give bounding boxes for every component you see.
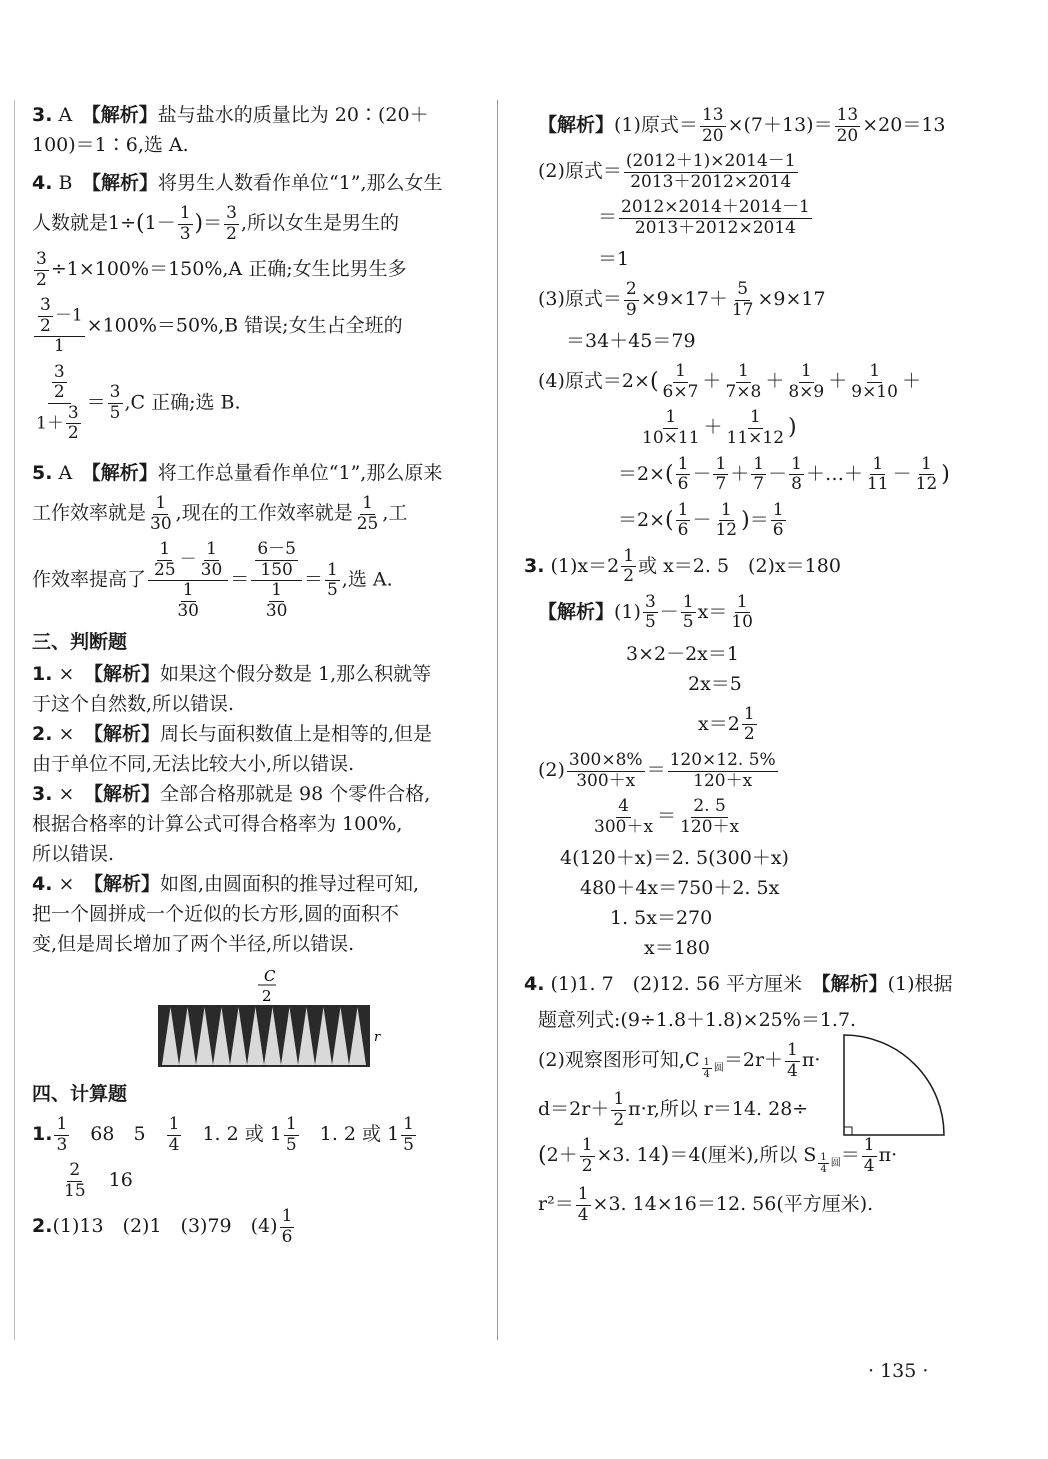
judge-q3: 3. × 【解析】全部合格那就是 98 个零件合格, 根据合格率的计算公式可得合格率为 100%, 所以错误. xyxy=(32,783,431,866)
choice-q3: 3. A 【解析】盐与盐水的质量比为 20∶(20＋ 100)＝1∶6,选 A. xyxy=(32,104,429,156)
calc-q3: 3. (1)x＝2 $\frac{1}{2}$ 或 x＝2. 5 (2)x＝180 xyxy=(524,545,841,587)
fraction: $\frac{1}{25}$ － $\frac{1}{30}$ 1 30 xyxy=(148,540,228,621)
fraction: $\frac{3}{2}$ －1 1 xyxy=(34,296,85,357)
quarter-circle-figure xyxy=(842,1033,952,1137)
calc-q2: 2.(1)13 (2)1 (3)79 (4) $\frac{1}{6}$ xyxy=(32,1206,293,1248)
choice-q4: 4. B 【解析】将男生人数看作单位“1”,那么女生 人数就是1÷(1－ $\frac{1}{3}$ )＝ $\frac{3}{2}$ ,所以女生是男生的 $\frac{3}{2}$ ÷1×100%＝150%,A 正确;女生比男生多 $\frac{3}{2}$ －1 1 ×100%＝50%,B 错误;女生占全班的 $\frac{3}{2}$ 1＋ $\frac{3}{2}$ ＝ $\frac{3}{5}$ ,C 正确;选 B. xyxy=(32,172,443,444)
calc-solution-1: 【解析】(1)原式＝ $\frac{13}{20}$ ×(7＋13)＝ $\frac{13}{20}$ ×20＝13 xyxy=(538,105,946,146)
left-column xyxy=(32,100,482,1254)
judge-q2: 2. × 【解析】周长与面积数值上是相等的,但是 由于单位不同,无法比较大小,所以错误. xyxy=(32,723,432,776)
fraction: $\frac{3}{2}$ xyxy=(226,203,237,244)
left-margin-rule xyxy=(14,100,15,1340)
circle-rearranged-rectangle-figure xyxy=(32,963,482,1073)
figure-label-2: 2 xyxy=(262,987,272,1006)
figure-label-c: C xyxy=(264,967,276,986)
fraction: $\frac{3}{5}$ xyxy=(109,382,121,423)
fraction: $\frac{1}{5}$ xyxy=(326,559,338,601)
right-column xyxy=(524,100,978,1231)
calc-q1: 1. $\frac{1}{3}$ 68 5 $\frac{1}{4}$ 1. 2 或 1 $\frac{1}{5}$ 1. 2 或 1 $\frac{1}{5}$ $\frac{2}{15}$ 16 xyxy=(32,1114,414,1201)
judge-q4: 4. × 【解析】如图,由圆面积的推导过程可知, 把一个圆拼成一个近似的长方形,圆的面积不 变,但是周长增加了两个半径,所以错误. xyxy=(32,873,420,956)
equation-solution: 【解析】(1) $\frac{3}{5}$ － $\frac{1}{5}$ x＝ $\frac{1}{10}$ 3×2－2x＝1 2x＝5 x＝2 $\frac{1}{2}$ (2) $\frac{300\times 8\%}{300+x}$ ＝ $\frac{120\times 12. 5\%}{120+x}$ $\frac{4}{300+x}$ ＝ $\frac{2. 5}{120+x}$ 4(120＋x)＝2. 5(300＋x) 480＋4x＝750＋2. 5x 1. 5x＝270 x＝180 xyxy=(538,591,789,960)
section-heading-judgement: 三、判断题 xyxy=(32,631,128,654)
calc-solution-2: (2)原式＝ $\frac{(2012+1)\times 2014-1}{2013+2012\times 2014}$ ＝ $\frac{2012\times 2014+2014-1}{2013+2012\times 2014}$ ＝1 xyxy=(538,151,810,271)
fraction: $\frac{1}{3}$ xyxy=(179,203,191,244)
column-divider xyxy=(497,100,498,1340)
fraction: $\frac{1}{25}$ xyxy=(356,493,379,534)
fraction: $\frac{3}{2}$ xyxy=(36,249,47,290)
choice-q5: 5. A 【解析】将工作总量看作单位“1”,那么原来 工作效率就是 $\frac{1}{30}$ ,现在的工作效率就是 $\frac{1}{25}$ ,工 作效率提高了 $\frac{1}{25}$ － $\frac{1}{30}$ 1 30 ＝ $\frac{6-5}{150}$ 1 30 ＝ $\frac{1}{5}$ ,选 A. xyxy=(32,462,443,621)
calc-solution-4: (4)原式＝2×( $\frac{1}{6\times 7}$ ＋ $\frac{1}{7\times 8}$ ＋ $\frac{1}{8\times 9}$ ＋ $\frac{1}{9\times 10}$ ＋ $\frac{1}{10\times 11}$ ＋ $\frac{1}{11\times 12}$ ) ＝2×( $\frac{1}{6}$ － $\frac{1}{7}$ ＋ $\frac{1}{7}$ － $\frac{1}{8}$ ＋…＋ $\frac{1}{11}$ － $\frac{1}{12}$ ) ＝2×( $\frac{1}{6}$ － $\frac{1}{12}$ )＝ $\frac{1}{6}$ xyxy=(538,361,950,541)
calc-solution-3: (3)原式＝ $\frac{2}{9}$ ×9×17＋ $\frac{5}{17}$ ×9×17 ＝34＋45＝79 xyxy=(538,279,826,353)
page-number: · 135 · xyxy=(868,1360,929,1382)
judge-q1: 1. × 【解析】如果这个假分数是 1,那么积就等 于这个自然数,所以错误. xyxy=(32,663,432,716)
fraction: $\frac{3}{2}$ 1＋ $\frac{3}{2}$ xyxy=(36,361,79,444)
calc-q4: 4. (1)1. 7 (2)12. 56 平方厘米 【解析】(1)根据 题意列式:(9÷1.8＋1.8)×25%＝1.7. (2)观察图形可知,C $_{\frac{1}{4} 圆}$＝2r＋ $\frac{1}{4}$ π· d＝2r＋ $\frac{1}{2}$ π·r,所以 r＝14. 28÷ (2＋ $\frac{1}{2}$ ×3. 14)＝4(厘米),所以 S $_{\frac{1}{4} 圆}$＝ $\frac{1}{4}$ π· r²＝ $\frac{1}{4}$ ×3. 14×16＝12. 56(平方厘米). xyxy=(524,973,953,1225)
fraction: $\frac{6-5}{150}$ 1 30 xyxy=(251,540,302,621)
section-heading-calc: 四、计算题 xyxy=(32,1083,128,1106)
figure-label-r: r xyxy=(374,1030,381,1046)
fraction: $\frac{1}{30}$ xyxy=(150,493,172,534)
